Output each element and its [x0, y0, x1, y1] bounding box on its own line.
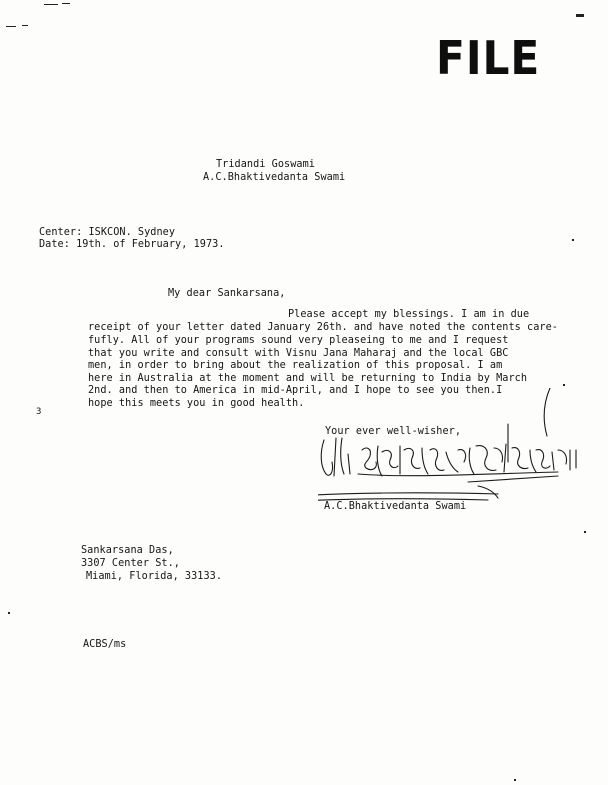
- scan-speck-right: [572, 239, 574, 241]
- address-name: Sankarsana Das,: [81, 545, 174, 556]
- scan-speck-left-2: [22, 25, 28, 26]
- header-name-line: A.C.Bhaktivedanta Swami: [203, 172, 346, 183]
- margin-mark: 3: [36, 407, 42, 417]
- address-city: Miami, Florida, 33133.: [86, 571, 223, 582]
- scan-speck-left: [6, 26, 16, 27]
- reference-initials: ACBS/ms: [83, 639, 127, 650]
- handwritten-signature: [318, 388, 588, 518]
- closing-line: Your ever well-wisher,: [325, 426, 462, 437]
- body-line: receipt of your letter dated January 26th. and have noted the contents care-: [88, 322, 558, 333]
- header-title-line: Tridandi Goswami: [216, 159, 315, 170]
- body-line: here in Australia at the moment and will be returning to India by March: [88, 373, 528, 384]
- body-line: that you write and consult with Visnu Jana Maharaj and the local GBC: [88, 348, 509, 359]
- body-line: 2nd. and then to America in mid-April, and I hope to see you then.I: [88, 385, 503, 396]
- address-street: 3307 Center St.,: [81, 558, 180, 569]
- scan-speck-bottom: [514, 779, 516, 781]
- body-line-first: Please accept my blessings. I am in due: [288, 309, 530, 320]
- scan-speck-top-right: [576, 14, 584, 17]
- scan-speck-top-left: [44, 4, 58, 5]
- file-stamp: FILE: [436, 31, 541, 85]
- scan-speck-left-3: [8, 612, 10, 614]
- scan-speck-top-left-2: [62, 3, 70, 4]
- body-line: fufly. All of your programs sound very pleaseing to me and I request: [88, 335, 509, 346]
- signature-name: A.C.Bhaktivedanta Swami: [324, 501, 467, 512]
- scan-speck-right-3: [584, 531, 586, 533]
- salutation: My dear Sankarsana,: [168, 288, 286, 299]
- date-line: Date: 19th. of February, 1973.: [39, 239, 225, 250]
- body-line: hope this meets you in good health.: [88, 398, 305, 409]
- scan-speck-right-2: [563, 384, 565, 386]
- body-line: men, in order to bring about the realization of this proposal. I am: [88, 360, 503, 371]
- center-line: Center: ISKCON. Sydney: [39, 227, 176, 238]
